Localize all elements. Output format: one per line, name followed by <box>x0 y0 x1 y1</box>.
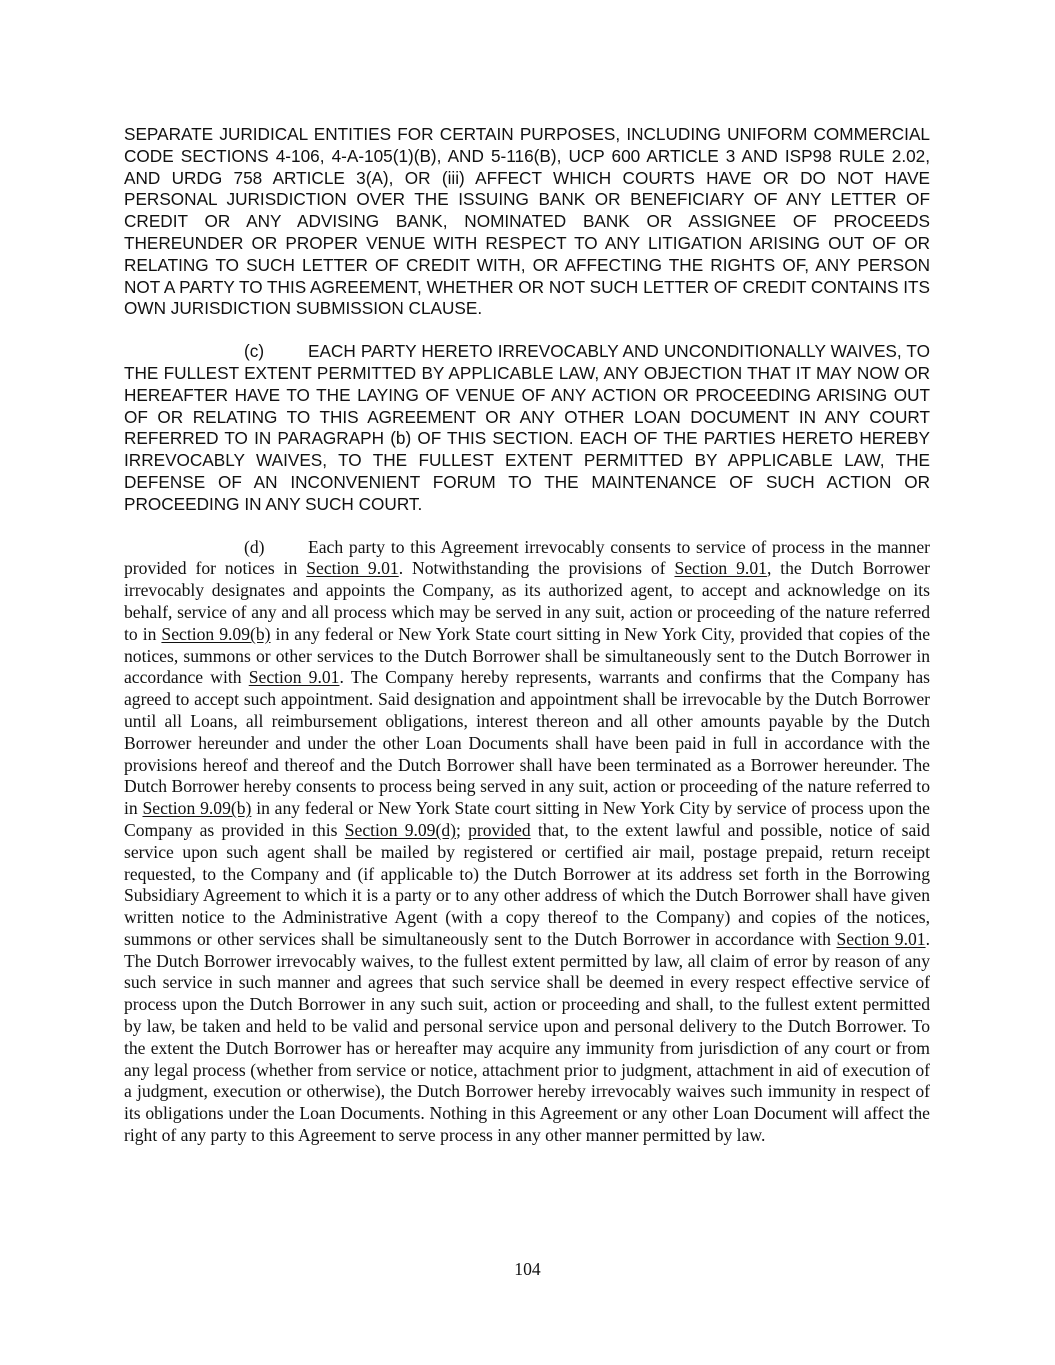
paragraph-d-text: . Notwithstanding the provisions of <box>398 558 675 579</box>
paragraph-d-text: , the Dutch Borrower irrevocably designates and appoints the Company, as its authorized agent, to accept and acknowledge on its behalf, service of any and all process which may be served in any suit, action or proceeding of the nature referred to in <box>124 558 930 644</box>
paragraph-d-text: . The Dutch Borrower irrevocably waives, to the fullest extent permitted by law, all claim of error by reason of any such service in such manner and agrees that such service shall be deemed in every respect effective service of process upon the Dutch Borrower in any such suit, action or proceeding and shall, to the fullest extent permitted by law, be taken and held to be valid and personal service upon and personal delivery to the Dutch Borrower. To the extent the Dutch Borrower has or hereafter may acquire any immunity from jurisdiction of any court or from any legal process (whether from service or notice, attachment prior to judgment, attachment in aid of execution of a judgment, execution or otherwise), the Dutch Borrower hereby irrevocably waives such immunity in respect of its obligations under the Loan Documents. Nothing in this Agreement or any other Loan Document will affect the right of any party to this Agreement to serve process in any other manner permitted by law. <box>124 928 930 1146</box>
paragraph-continuation-text: SEPARATE JURIDICAL ENTITIES FOR CERTAIN PURPOSES, INCLUDING UNIFORM COMMERCIAL CODE SECTIONS 4-106, 4-A-105(1)(B), AND 5-116(B), UCP 600 ARTICLE 3 AND ISP98 RULE 2.02, AND URDG 758 ARTICLE 3(A), OR (iii) AFFECT WHICH COURTS HAVE OR DO NOT HAVE PERSONAL JURISDICTION OVER THE ISSUING BANK OR BENEFICIARY OF ANY LETTER OF CREDIT OR ANY ADVISING BANK, NOMINATED BANK OR ASSIGNEE OF PROCEEDS THEREUNDER OR PROPER VENUE WITH RESPECT TO ANY LITIGATION ARISING OUT OF OR RELATING TO SUCH LETTER OF CREDIT WITH, OR AFFECTING THE RIGHTS OF, ANY PERSON NOT A PARTY TO THIS AGREEMENT, WHETHER OR NOT SUCH LETTER OF CREDIT CONTAINS ITS OWN JURISDICTION SUBMISSION CLAUSE. <box>124 124 930 319</box>
paragraph-d-text: Each party to this Agreement irrevocably consents to service of process in the manner provided for notices in <box>124 536 930 579</box>
section-reference-link[interactable]: Section 9.01 <box>306 558 399 579</box>
section-reference-link[interactable]: Section 9.01 <box>248 667 340 688</box>
paragraph-c-label: (c) <box>244 341 265 362</box>
section-reference-link[interactable]: Section 9.09(b) <box>142 798 252 819</box>
paragraph-d-label: (d) <box>244 536 265 557</box>
paragraph-d-text: in any federal or New York State court sitting in New York City by service of process upon the Company as provided in this <box>124 798 930 840</box>
paragraph-c-text: EACH PARTY HERETO IRREVOCABLY AND UNCONDITIONALLY WAIVES, TO THE FULLEST EXTENT PERMITTED BY APPLICABLE LAW, ANY OBJECTION THAT IT MAY NOW OR HEREAFTER HAVE TO THE LAYING OF VENUE OF ANY ACTION OR PROCEEDING ARISING OUT OF OR RELATING TO THIS AGREEMENT OR ANY OTHER LOAN DOCUMENT IN ANY COURT REFERRED TO IN PARAGRAPH (b) OF THIS SECTION. EACH OF THE PARTIES HERETO HEREBY IRREVOCABLY WAIVES, TO THE FULLEST EXTENT PERMITTED BY APPLICABLE LAW, THE DEFENSE OF AN INCONVENIENT FORUM TO THE MAINTENANCE OF SUCH ACTION OR PROCEEDING IN ANY SUCH COURT. <box>124 341 930 514</box>
page-number: 104 <box>514 1259 541 1279</box>
paragraph-d-text: . The Company hereby represents, warrants and confirms that the Company has agreed to accept such appointment. Said designation and appointment shall be irrevocable by the Dutch Borrower until all Loans, all reimbursement obligations, interest thereon and all other amounts payable by the Dutch Borrower hereunder and under the other Loan Documents shall have been paid in full in accordance with the provisions hereof and thereof and the Dutch Borrower shall have been terminated as a Borrower hereunder. The Dutch Borrower hereby consents to process being served in any suit, action or proceeding of the nature referred to in <box>124 667 930 819</box>
provided-emphasis: provided <box>468 819 531 840</box>
paragraph-d <box>124 537 930 1147</box>
document-body <box>124 124 930 1147</box>
paragraph-d-text: ; <box>456 819 469 840</box>
section-reference-link[interactable]: Section 9.09(d) <box>344 819 456 840</box>
section-reference-link[interactable]: Section 9.09(b) <box>161 623 271 644</box>
section-reference-link[interactable]: Section 9.01 <box>836 928 926 949</box>
paragraph-d-text: that, to the extent lawful and possible, notice of said service upon such agent shall be mailed by registered or certified air mail, postage prepaid, return receipt requested, to the Company and (if applicable to) the Dutch Borrower at its address set forth in the Borrowing Subsidiary Agreement to which it is a party or to any other address of which the Dutch Borrower shall have given written notice to the Administrative Agent (with a copy thereof to the Company) and copies of the notices, summons or other services shall be simultaneously sent to the Dutch Borrower in accordance with <box>124 819 930 949</box>
section-reference-link[interactable]: Section 9.01 <box>674 558 767 579</box>
paragraph-continuation <box>124 124 930 320</box>
paragraph-c <box>124 341 930 515</box>
paragraph-d-text: in any federal or New York State court sitting in New York City, provided that copies of the notices, summons or other services to the Dutch Borrower shall be simultaneously sent to the Dutch Borrower in accordance with <box>124 623 931 688</box>
